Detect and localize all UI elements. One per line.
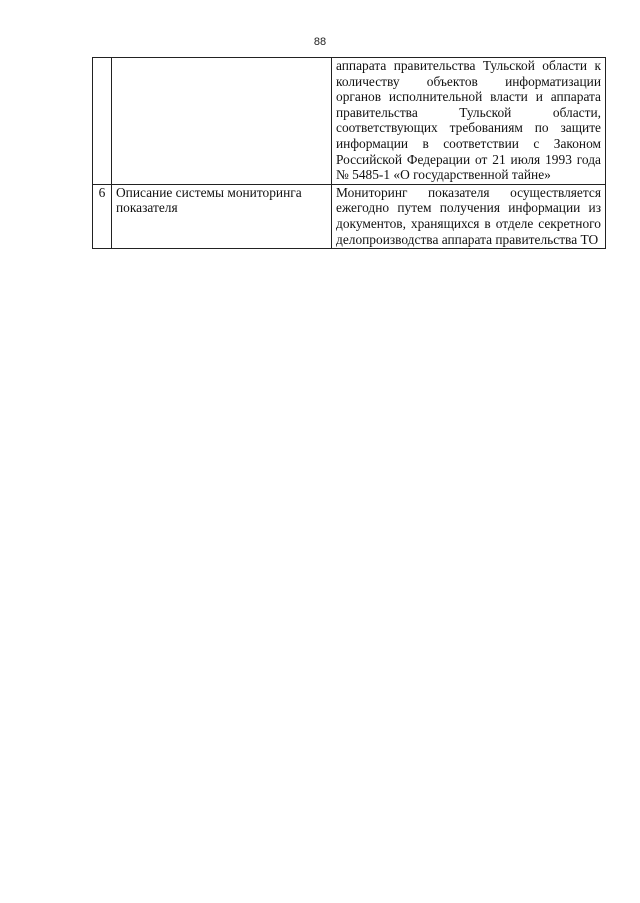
row-number-cell	[93, 58, 112, 185]
indicator-table	[92, 57, 606, 249]
row-name-cell: Описание системы мониторинга показателя	[112, 184, 332, 248]
table-row	[93, 58, 606, 185]
row-description-cell: аппарата правительства Тульской области к количеству объектов информатизации органов исполнительной власти и аппарата правительства Тульской области, соответствующих требованиям по защите информации в соответствии с Законом Российской Федерации от 21 июля 1993 года № 5485-1 «О государственной тайне»	[332, 58, 606, 185]
row-description-cell: Мониторинг показателя осуществляется ежегодно путем получения информации из документов, хранящихся в отделе секретного делопроизводства аппарата правительства ТО	[332, 184, 606, 248]
row-name-cell	[112, 58, 332, 185]
row-number-cell: 6	[93, 184, 112, 248]
page-number: 88	[313, 36, 327, 48]
table-row	[93, 184, 606, 248]
